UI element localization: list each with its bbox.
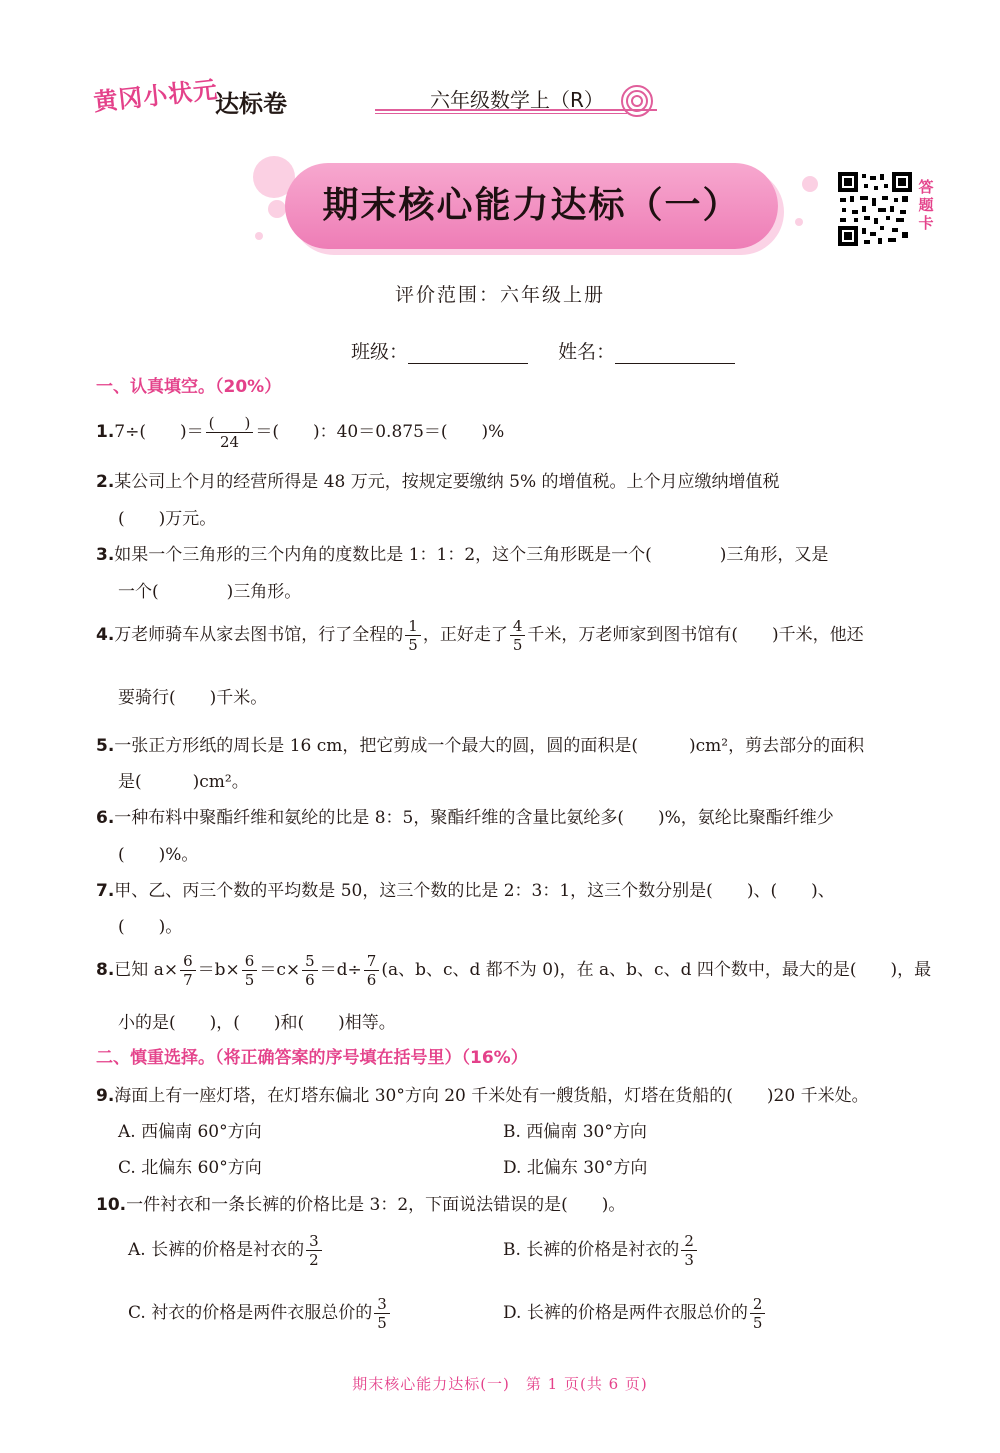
- question-8-continued: 小的是( )，( )和( )相等。: [118, 1013, 396, 1033]
- fraction-numerator: 6: [180, 952, 196, 971]
- fraction-denominator: 6: [366, 971, 377, 989]
- student-info: [351, 337, 735, 364]
- fraction: [364, 952, 380, 989]
- page-title: 期末核心能力达标（一）: [322, 185, 741, 226]
- question-number: 2.: [96, 472, 115, 492]
- question-number: 5.: [96, 736, 115, 756]
- question-3: [96, 540, 828, 565]
- name-field[interactable]: [615, 345, 735, 364]
- option-c[interactable]: C. 北偏东 60°方向: [118, 1158, 262, 1178]
- question-1: [96, 414, 504, 451]
- fraction-numerator: 3: [374, 1295, 390, 1314]
- fraction: [242, 952, 258, 989]
- answer-card-label: 答题卡: [918, 178, 934, 232]
- question-8: [96, 952, 931, 989]
- name-label: 姓名：: [558, 341, 616, 363]
- question-text: ＝d÷: [319, 960, 362, 980]
- brand-subtitle: 达标卷: [215, 90, 287, 118]
- fraction-numerator: 2: [681, 1232, 697, 1251]
- fraction: [374, 1295, 390, 1332]
- class-label: 班级：: [351, 341, 409, 363]
- question-text: ＝c×: [259, 960, 301, 980]
- fraction: [750, 1295, 766, 1332]
- question-text: ，正好走了: [422, 625, 508, 645]
- question-text: 一种布料中聚酯纤维和氨纶的比是 8：5，聚酯纤维的含量比氨纶多( )%，氨纶比聚酯纤维少: [114, 808, 834, 828]
- question-5: [96, 731, 864, 756]
- subject-underline: [375, 109, 657, 111]
- fraction-numerator: 2: [750, 1295, 766, 1314]
- fraction: [206, 414, 254, 451]
- qr-code-icon[interactable]: [838, 172, 912, 246]
- fraction: [180, 952, 196, 989]
- fraction-denominator: 7: [183, 971, 193, 989]
- question-7: [96, 876, 835, 901]
- question-text: 某公司上个月的经营所得是 48 万元，按规定要缴纳 5% 的增值税。上个月应缴纳增值税: [114, 472, 780, 492]
- brand-logo: 黄冈小状元: [92, 75, 220, 117]
- question-number: 3.: [96, 545, 115, 565]
- question-2: [96, 467, 780, 492]
- fraction-denominator: 5: [408, 636, 418, 654]
- fraction-numerator: 1: [405, 617, 421, 636]
- class-field[interactable]: [408, 345, 528, 364]
- question-5-continued: 是( )cm²。: [118, 772, 249, 792]
- fraction: [510, 617, 526, 654]
- question-text: 一张正方形纸的周长是 16 cm，把它剪成一个最大的圆，圆的面积是( )cm²，剪去部分的面积: [114, 736, 865, 756]
- question-4-continued: 要骑行( )千米。: [118, 688, 268, 708]
- question-text: ＝( )：40＝0.875＝( )%: [255, 422, 505, 442]
- section-heading-fill: 一、认真填空。（20%）: [96, 377, 282, 397]
- bubble-decoration: [255, 232, 263, 240]
- question-number: 6.: [96, 808, 115, 828]
- fraction-denominator: 5: [512, 636, 523, 654]
- fraction-numerator: 4: [510, 617, 526, 636]
- question-number: 7.: [96, 881, 115, 901]
- question-text: 千米，万老师家到图书馆有( )千米，他还: [527, 625, 864, 645]
- question-2-continued: ( )万元。: [118, 509, 217, 529]
- fraction-numerator: 7: [364, 952, 380, 971]
- fraction-denominator: 5: [377, 1314, 387, 1332]
- option-d[interactable]: [503, 1295, 767, 1332]
- question-text: 如果一个三角形的三个内角的度数比是 1：1：2，这个三角形既是一个( )三角形，又是: [114, 545, 829, 565]
- question-text: 海面上有一座灯塔，在灯塔东偏北 30°方向 20 千米处有一艘货船，灯塔在货船的( )20 千米处。: [114, 1086, 869, 1106]
- question-number: 4.: [96, 625, 115, 645]
- option-text: B. 长裤的价格是衬衣的: [503, 1240, 680, 1260]
- question-text: (a、b、c、d 都不为 0)，在 a、b、c、d 四个数中，最大的是( )，最: [381, 960, 932, 980]
- fraction: [306, 1232, 322, 1269]
- question-7-continued: ( )。: [118, 917, 183, 937]
- question-text: 7÷( )＝: [114, 422, 204, 442]
- fraction-numerator: 6: [242, 952, 258, 971]
- fraction-denominator: 6: [305, 971, 315, 989]
- section-heading-choice: 二、慎重选择。（将正确答案的序号填在括号里）（16%）: [96, 1048, 528, 1068]
- fraction-denominator: 5: [244, 971, 255, 989]
- question-10: [96, 1190, 625, 1215]
- question-number: 8.: [96, 960, 115, 980]
- fraction-numerator: ( ): [206, 414, 254, 433]
- subject-label: 六年级数学上（R）: [430, 88, 604, 112]
- question-text: 已知 a×: [114, 960, 179, 980]
- option-d[interactable]: D. 北偏东 30°方向: [503, 1158, 648, 1178]
- page-footer: 期末核心能力达标(一) 第 1 页(共 6 页): [352, 1375, 648, 1393]
- fraction-numerator: 3: [306, 1232, 322, 1251]
- fraction-numerator: 5: [302, 952, 318, 971]
- question-text: 一件衬衣和一条长裤的价格比是 3：2，下面说法错误的是( )。: [126, 1195, 626, 1215]
- option-a[interactable]: [128, 1232, 324, 1269]
- option-b[interactable]: B. 西偏南 30°方向: [503, 1122, 647, 1142]
- question-number: 1.: [96, 422, 115, 442]
- question-number: 10.: [96, 1195, 127, 1215]
- fraction: [681, 1232, 697, 1269]
- question-6: [96, 803, 834, 828]
- question-9: [96, 1081, 869, 1106]
- option-c[interactable]: [128, 1295, 392, 1332]
- question-6-continued: ( )%。: [118, 845, 199, 865]
- question-text: 万老师骑车从家去图书馆，行了全程的: [114, 625, 404, 645]
- option-text: D. 长裤的价格是两件衣服总价的: [503, 1303, 748, 1323]
- option-a[interactable]: A. 西偏南 60°方向: [118, 1122, 262, 1142]
- question-text: ＝b×: [197, 960, 240, 980]
- fraction: [302, 952, 318, 989]
- question-text: 甲、乙、丙三个数的平均数是 50，这三个数的比是 2：3：1，这三个数分别是( )、( )、: [114, 881, 835, 901]
- bubble-decoration: [802, 176, 818, 192]
- fraction-denominator: 2: [309, 1251, 319, 1269]
- question-3-continued: 一个( )三角形。: [118, 582, 302, 602]
- question-4: [96, 617, 864, 654]
- question-number: 9.: [96, 1086, 115, 1106]
- bubble-decoration: [268, 200, 286, 218]
- bubble-decoration: [795, 218, 803, 226]
- evaluation-scope: 评价范围：六年级上册: [394, 284, 605, 306]
- option-text: C. 衬衣的价格是两件衣服总价的: [128, 1303, 373, 1323]
- subject-underline-thin: [375, 113, 627, 114]
- fraction-denominator: 24: [219, 433, 240, 451]
- swirl-icon: [620, 84, 654, 118]
- fraction: [405, 617, 421, 654]
- option-text: A. 长裤的价格是衬衣的: [128, 1240, 305, 1260]
- option-b[interactable]: [503, 1232, 699, 1269]
- fraction-denominator: 5: [752, 1314, 763, 1332]
- fraction-denominator: 3: [684, 1251, 694, 1269]
